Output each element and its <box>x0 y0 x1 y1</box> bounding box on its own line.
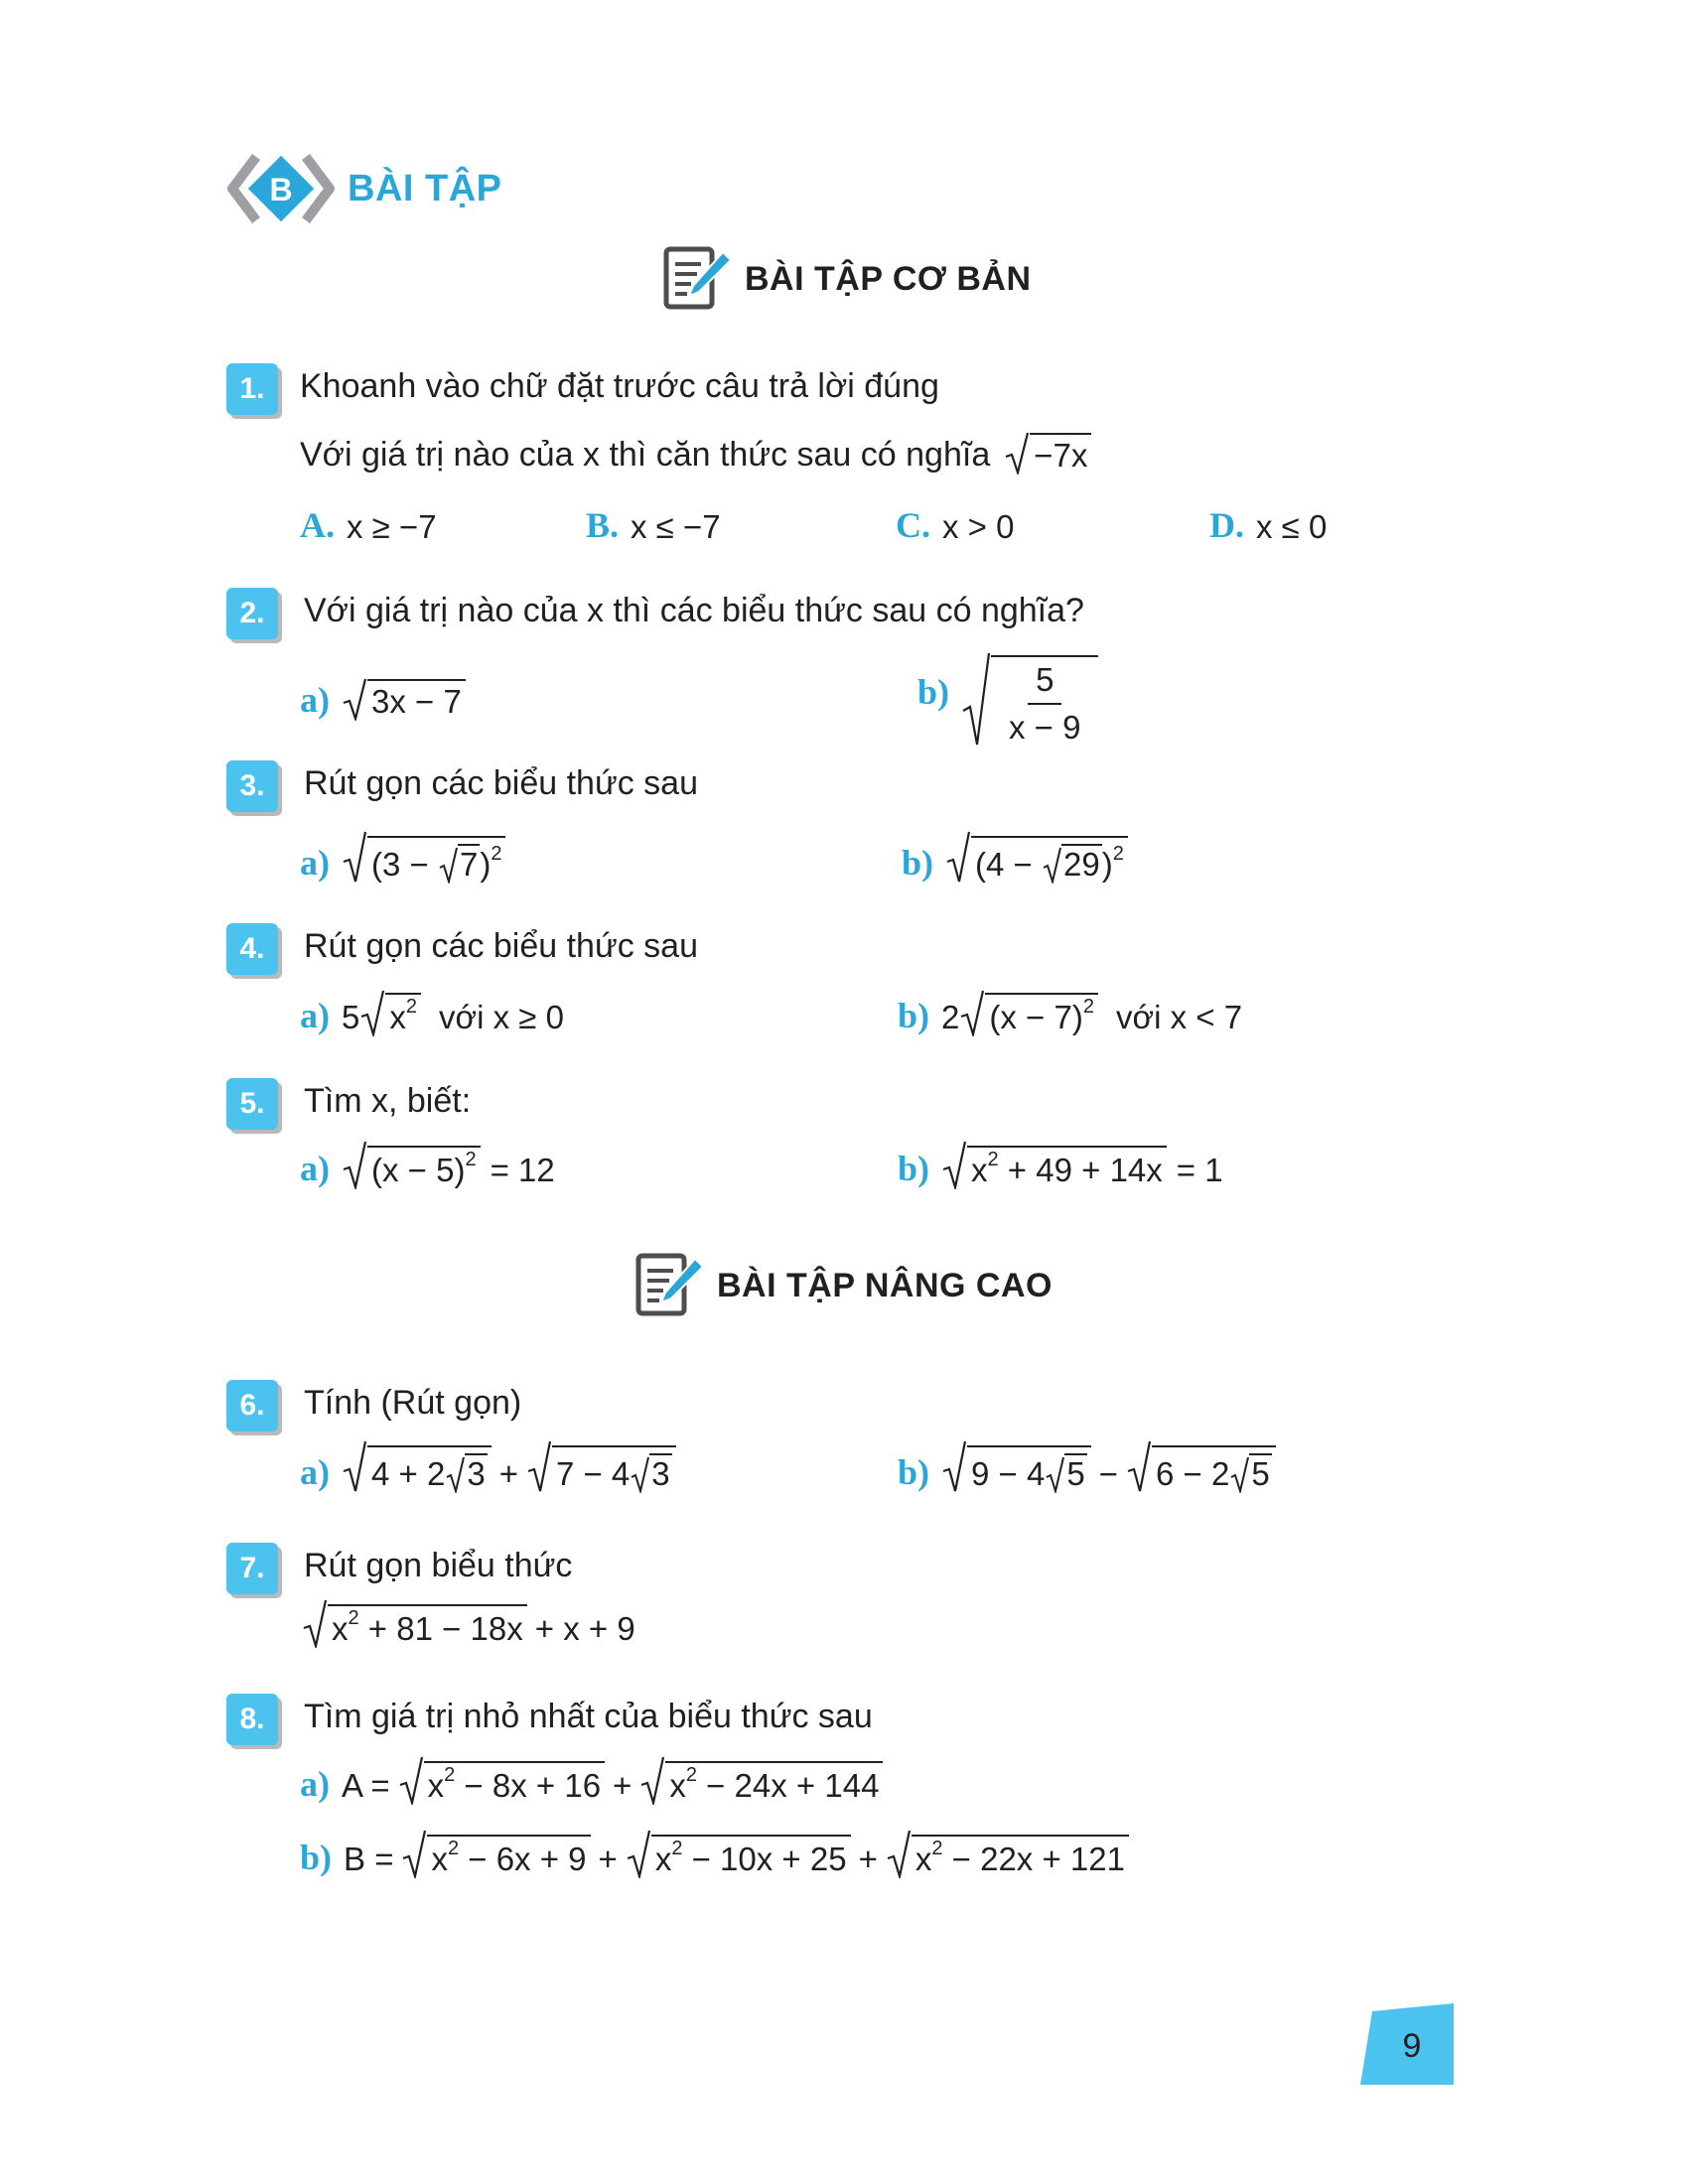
radical <box>626 1829 851 1878</box>
question-1-text2: Với giá trị nào của x thì căn thức sau có nghĩa <box>300 436 991 474</box>
radicand: $x^2 - 6x + 9$ <box>427 1835 590 1878</box>
fraction <box>995 661 1094 747</box>
part-label: a) <box>300 843 330 883</box>
question-number-badge: 1. <box>226 363 278 415</box>
question-7-text: Rút gọn biểu thức <box>304 1547 573 1584</box>
radical <box>941 1140 1167 1189</box>
inner-radical: 29 <box>1042 844 1102 884</box>
radicand: $(x - 5)^2$ <box>367 1146 481 1189</box>
part-label: a) <box>300 1452 330 1492</box>
radicand: 4 + 2 3 <box>367 1445 492 1493</box>
q4-part-a <box>300 989 564 1036</box>
radical <box>359 989 421 1036</box>
part-label: a) <box>300 1764 330 1804</box>
part-label: a) <box>300 680 330 720</box>
advanced-heading-text: BÀI TẬP NÂNG CAO <box>717 1266 1053 1304</box>
inner-radical: 5 <box>1229 1453 1271 1493</box>
radical <box>639 1755 883 1805</box>
q7-expression <box>302 1598 635 1648</box>
tail: + x + 9 <box>534 1610 635 1647</box>
question-1-text: Khoanh vào chữ đặt trước câu trả lời đúng <box>300 367 939 405</box>
coefficient: 2 <box>941 999 960 1035</box>
q8-part-b <box>300 1829 1129 1878</box>
radicand: (3 − 7 )$^2$ <box>367 836 505 884</box>
inner-radical: 3 <box>630 1453 671 1493</box>
radicand: −7x <box>1030 433 1091 475</box>
option-c[interactable] <box>896 504 1014 546</box>
q4-part-b <box>898 989 1242 1036</box>
page-number-tab <box>1360 2003 1460 2085</box>
basic-heading-text: BÀI TẬP CƠ BẢN <box>745 259 1032 298</box>
option-text: x ≤ −7 <box>631 508 721 545</box>
radical <box>398 1755 605 1805</box>
radical <box>1004 431 1091 475</box>
radicand: 7 − 4 3 <box>552 1445 676 1493</box>
radical <box>526 1439 676 1493</box>
part-label: b) <box>300 1838 333 1877</box>
q5-part-b <box>898 1140 1223 1189</box>
option-label: A. <box>300 505 335 545</box>
radical <box>342 677 466 721</box>
option-text: x ≥ −7 <box>347 508 437 545</box>
inner-radical: 5 <box>1045 1453 1086 1493</box>
inner-radical: 3 <box>445 1453 487 1493</box>
rhs: = 12 <box>490 1152 555 1188</box>
coefficient: 5 <box>342 999 360 1035</box>
option-d[interactable] <box>1209 504 1327 546</box>
q3-part-b <box>902 830 1128 884</box>
part-label: b) <box>898 1452 930 1492</box>
question-number-badge: 6. <box>226 1380 278 1432</box>
option-label: D. <box>1209 505 1244 545</box>
radicand: $x^2 - 10x + 25$ <box>651 1835 851 1878</box>
radicand: $x^2 + 49 + 14x$ <box>967 1146 1167 1189</box>
question-number-badge: 2. <box>226 588 278 639</box>
radicand: 9 − 4 5 <box>967 1445 1091 1493</box>
radical <box>961 651 1098 747</box>
advanced-heading <box>635 1253 1053 1318</box>
radical <box>302 1598 527 1648</box>
denominator: x − 9 <box>1009 709 1081 747</box>
option-label: B. <box>586 505 620 545</box>
operator: + <box>498 1455 518 1492</box>
section-header <box>226 149 502 228</box>
radical <box>342 1439 492 1493</box>
operator: − <box>1098 1455 1118 1492</box>
question-5-text: Tìm x, biết: <box>304 1082 472 1120</box>
question-number-badge: 5. <box>226 1078 278 1130</box>
operator: + <box>858 1841 878 1877</box>
option-text: x ≤ 0 <box>1256 508 1328 545</box>
radicand: $(x - 7)^2$ <box>985 993 1098 1036</box>
radical <box>945 830 1128 884</box>
radicand: 6 − 2 5 <box>1152 1445 1276 1493</box>
basic-heading <box>663 246 1032 312</box>
lhs: A = <box>342 1767 390 1804</box>
condition: với x ≥ 0 <box>438 999 564 1035</box>
radicand: (4 − 29 )$^2$ <box>971 836 1128 884</box>
exercise-notebook-icon <box>635 1253 707 1318</box>
radicand: $x^2 - 24x + 144$ <box>665 1761 883 1805</box>
numerator: 5 <box>1028 661 1061 705</box>
q5-part-a <box>300 1140 555 1189</box>
q8-part-a <box>300 1755 883 1805</box>
part-label: a) <box>300 996 330 1035</box>
radicand <box>991 655 1098 747</box>
part-label: b) <box>898 996 930 1035</box>
radicand: $x^2$ <box>385 993 421 1036</box>
option-label: C. <box>896 505 930 545</box>
inner-radical: 7 <box>438 844 480 884</box>
question-number-badge: 8. <box>226 1694 278 1745</box>
radical <box>342 830 505 884</box>
part-label: b) <box>917 672 950 712</box>
q2-part-a <box>300 677 466 721</box>
section-letter: B <box>269 172 293 207</box>
radical <box>959 989 1098 1036</box>
question-number-badge: 3. <box>226 760 278 812</box>
radical <box>401 1829 590 1878</box>
part-label: a) <box>300 1149 330 1188</box>
operator: + <box>613 1767 633 1804</box>
question-number-badge: 4. <box>226 923 278 975</box>
radical <box>886 1829 1129 1878</box>
exercise-notebook-icon <box>663 246 735 312</box>
question-4-text: Rút gọn các biểu thức sau <box>304 927 698 965</box>
section-badge-icon <box>226 149 336 228</box>
rhs: = 1 <box>1176 1152 1223 1188</box>
radical <box>342 1140 481 1189</box>
radical <box>1126 1439 1276 1493</box>
operator: + <box>598 1841 618 1877</box>
radicand: $x^2 + 81 - 18x$ <box>328 1604 527 1648</box>
q3-part-a <box>300 830 505 884</box>
question-number-badge: 7. <box>226 1543 278 1594</box>
question-8-text: Tìm giá trị nhỏ nhất của biểu thức sau <box>304 1698 873 1735</box>
question-1-line2 <box>300 431 1091 475</box>
radical <box>941 1439 1091 1493</box>
question-3-text: Rút gọn các biểu thức sau <box>304 764 698 802</box>
condition: với x < 7 <box>1115 999 1243 1035</box>
question-6-text: Tính (Rút gọn) <box>304 1384 522 1422</box>
part-label: b) <box>902 843 934 883</box>
q6-part-a <box>300 1439 676 1493</box>
option-b[interactable] <box>586 504 721 546</box>
question-2-text: Với giá trị nào của x thì các biểu thức sau có nghĩa? <box>304 592 1084 629</box>
radicand: $x^2 - 22x + 121$ <box>912 1835 1129 1878</box>
section-title: BÀI TẬP <box>348 167 502 209</box>
lhs: B = <box>344 1841 394 1877</box>
option-text: x > 0 <box>942 508 1015 545</box>
radicand: $x^2 - 8x + 16$ <box>424 1761 605 1805</box>
part-label: b) <box>898 1149 930 1188</box>
q2-part-b <box>917 651 1098 747</box>
option-a[interactable] <box>300 504 437 546</box>
radicand: 3x − 7 <box>367 679 466 721</box>
q6-part-b <box>898 1439 1276 1493</box>
page-number: 9 <box>1402 2027 1422 2065</box>
